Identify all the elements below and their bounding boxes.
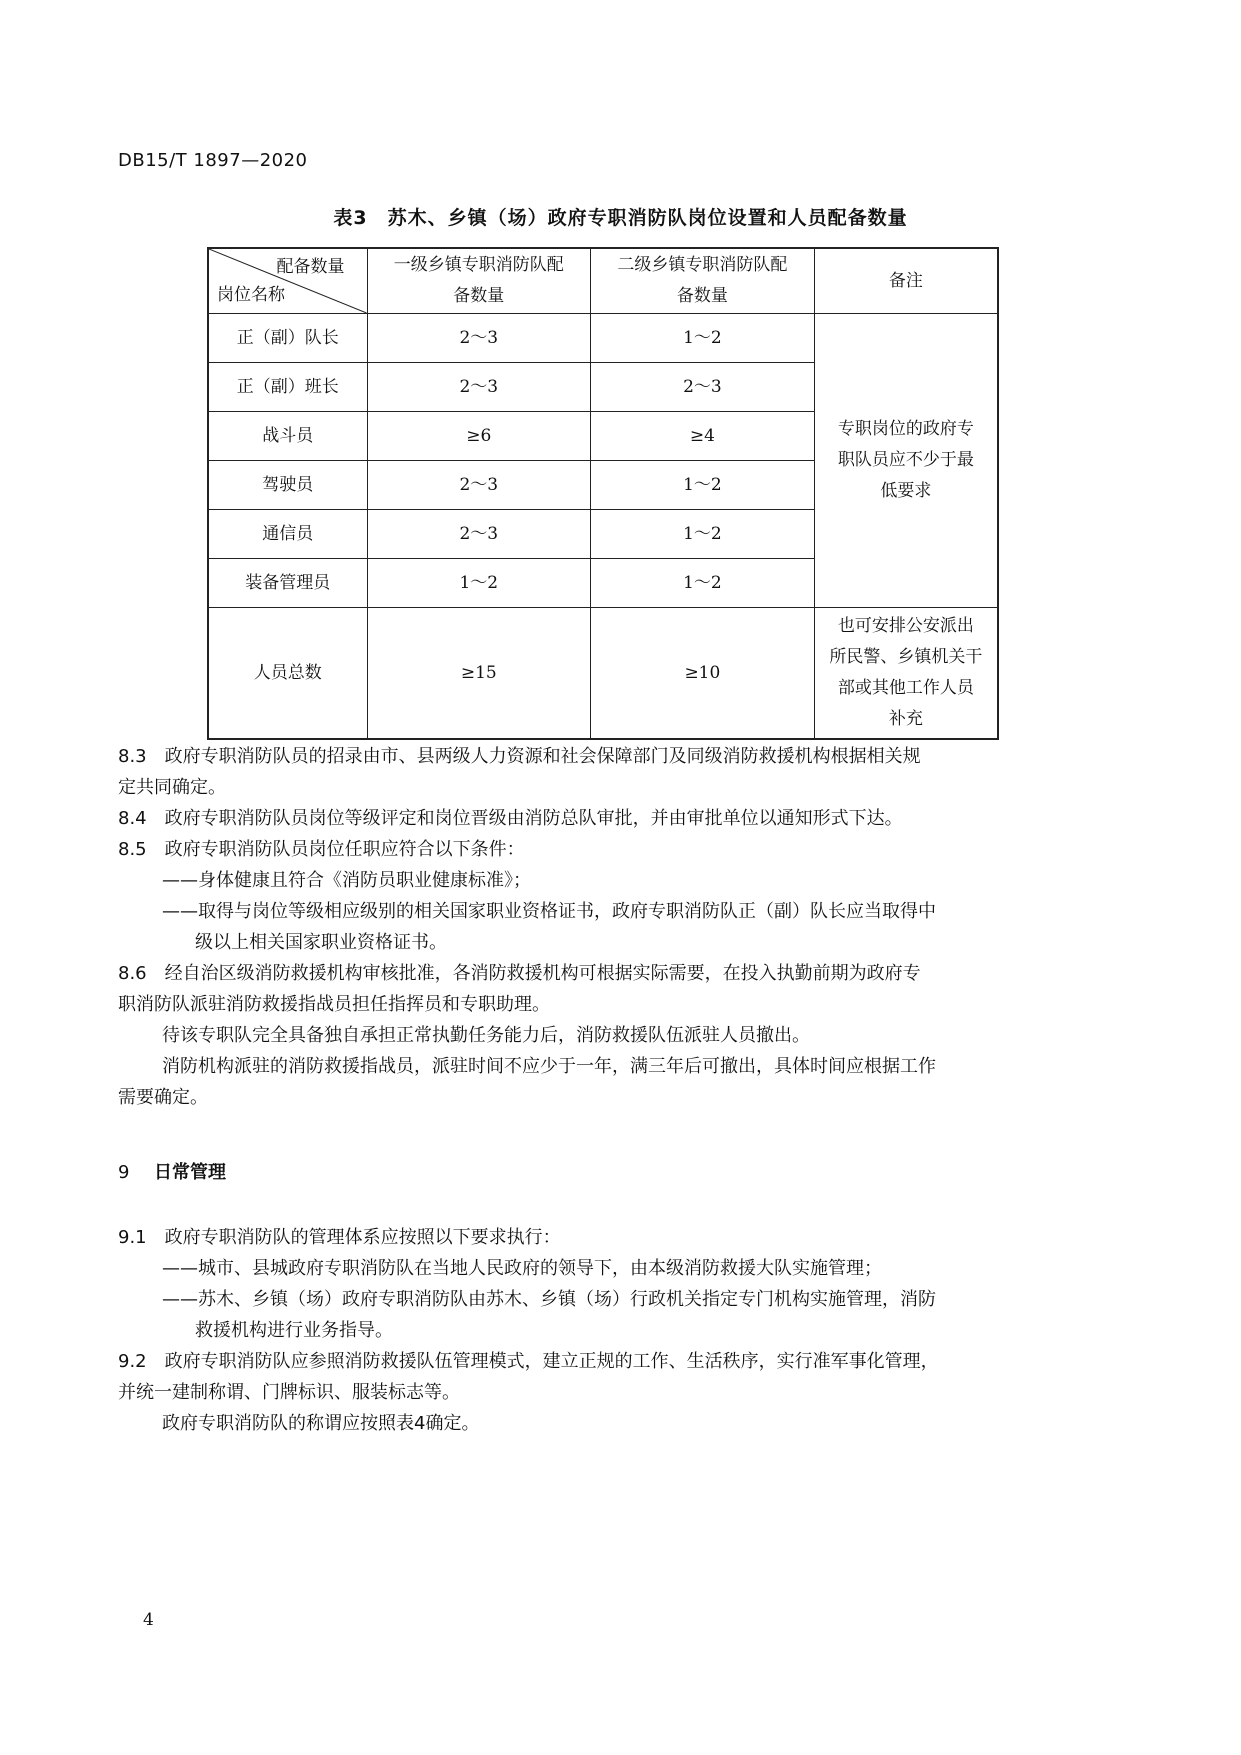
row-level2: 1～2 (591, 510, 815, 559)
table-title: 表3 苏木、乡镇（场）政府专职消防队岗位设置和人员配备数量 (333, 207, 908, 229)
section-heading (118, 1158, 226, 1184)
clause-9-2-para2: 政府专职消防队的称谓应按照表4确定。 (162, 1413, 480, 1434)
diagonal-header-cell (208, 248, 367, 314)
clause-8-5-item-b: ——取得与岗位等级相应级别的相关国家职业资格证书，政府专职消防队正（副）队长应当取得中 (162, 901, 936, 922)
clauses-8 (118, 741, 1120, 1113)
row-name: 正（副）班长 (208, 363, 367, 412)
row-level1: 1～2 (367, 559, 591, 608)
corner-top-label: 配备数量 (276, 257, 345, 277)
clause-8-3: 8.3 政府专职消防队员的招录由市、县两级人力资源和社会保障部门及同级消防救援机构根据相关规 (118, 746, 921, 767)
clause-9-1: 9.1 政府专职消防队的管理体系应按照以下要求执行： (118, 1227, 561, 1248)
clause-8-4: 8.4 政府专职消防队员岗位等级评定和岗位晋级由消防总队审批，并由审批单位以通知形式下达。 (118, 808, 903, 829)
row-level1: ≥6 (367, 412, 591, 461)
clause-8-3-cont: 定共同确定。 (118, 777, 226, 798)
row-name: 驾驶员 (208, 461, 367, 510)
clauses-9 (118, 1222, 1120, 1439)
clause-8-6: 8.6 经自治区级消防救援机构审核批准，各消防救援机构可根据实际需要，在投入执勤前期为政府专 (118, 963, 921, 984)
clause-8-5-item-b-cont: 级以上相关国家职业资格证书。 (195, 932, 447, 953)
total-level2: ≥10 (591, 608, 815, 740)
remark-cell: 专职岗位的政府专 职队员应不少于最 低要求 (814, 314, 998, 608)
header-level2: 二级乡镇专职消防队配 备数量 (591, 248, 815, 314)
clause-8-5-item-a: ——身体健康且符合《消防员职业健康标准》； (162, 870, 531, 891)
document-code: DB15/T 1897—2020 (118, 150, 308, 171)
row-level1: 2～3 (367, 510, 591, 559)
total-row (208, 608, 998, 740)
table-header-row (208, 248, 998, 314)
clause-8-6-para3-cont: 需要确定。 (118, 1087, 208, 1108)
row-level1: 2～3 (367, 314, 591, 363)
row-level2: ≥4 (591, 412, 815, 461)
section-title: 日常管理 (154, 1162, 226, 1183)
row-level2: 1～2 (591, 559, 815, 608)
clause-8-6-cont: 职消防队派驻消防救援指战员担任指挥员和专职助理。 (118, 994, 550, 1015)
clause-9-1-item-b-cont: 救援机构进行业务指导。 (195, 1320, 393, 1341)
row-level2: 1～2 (591, 314, 815, 363)
row-level1: 2～3 (367, 461, 591, 510)
row-name: 正（副）队长 (208, 314, 367, 363)
table-row (208, 314, 998, 363)
clause-9-2: 9.2 政府专职消防队应参照消防救援队伍管理模式，建立正规的工作、生活秩序，实行准军事化管理， (118, 1351, 939, 1372)
row-level2: 1～2 (591, 461, 815, 510)
total-level1: ≥15 (367, 608, 591, 740)
section-number: 9 (118, 1162, 130, 1183)
header-remark: 备注 (814, 248, 998, 314)
row-name: 装备管理员 (208, 559, 367, 608)
staffing-table (207, 247, 999, 740)
total-name: 人员总数 (208, 608, 367, 740)
clause-9-1-item-a: ——城市、县城政府专职消防队在当地人民政府的领导下，由本级消防救援大队实施管理； (162, 1258, 882, 1279)
clause-8-6-para3: 消防机构派驻的消防救援指战员，派驻时间不应少于一年，满三年后可撤出，具体时间应根据工作 (162, 1056, 936, 1077)
header-level1: 一级乡镇专职消防队配 备数量 (367, 248, 591, 314)
clause-9-1-item-b: ——苏木、乡镇（场）政府专职消防队由苏木、乡镇（场）行政机关指定专门机构实施管理，消防 (162, 1289, 936, 1310)
row-name: 战斗员 (208, 412, 367, 461)
row-level2: 2～3 (591, 363, 815, 412)
clause-8-6-para2: 待该专职队完全具备独自承担正常执勤任务能力后，消防救援队伍派驻人员撤出。 (162, 1025, 810, 1046)
row-level1: 2～3 (367, 363, 591, 412)
total-remark: 也可安排公安派出 所民警、乡镇机关干 部或其他工作人员 补充 (814, 608, 998, 740)
clause-9-2-cont: 并统一建制称谓、门牌标识、服装标志等。 (118, 1382, 460, 1403)
page-number: 4 (143, 1610, 154, 1630)
row-name: 通信员 (208, 510, 367, 559)
clause-8-5: 8.5 政府专职消防队员岗位任职应符合以下条件： (118, 839, 525, 860)
corner-bottom-label: 岗位名称 (217, 285, 285, 305)
